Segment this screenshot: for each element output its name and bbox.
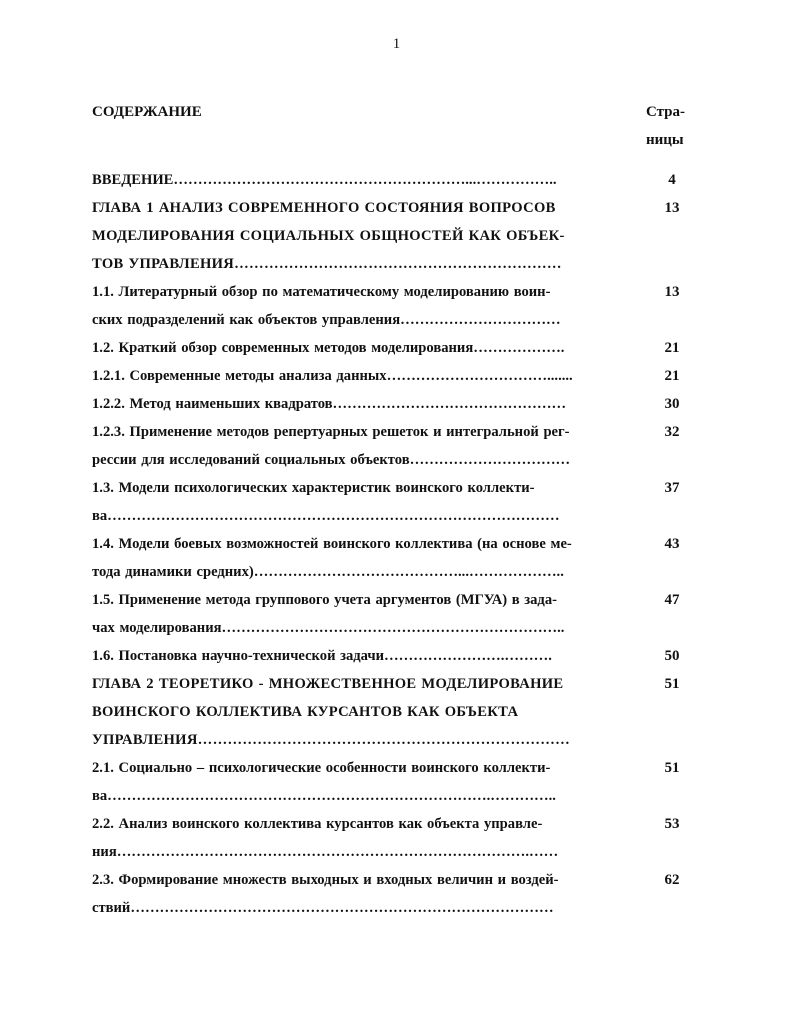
pages-header-line-2: ницы <box>646 132 684 148</box>
toc-entry-page-number: 53 <box>664 816 680 832</box>
toc-entry-line: 1.5. Применение метода группового учета аргументов (МГУА) в зада- <box>92 592 557 608</box>
toc-entry-line: 1.2.2. Метод наименьших квадратов………………………………………… <box>92 396 567 412</box>
toc-entry-page-number: 13 <box>664 284 680 300</box>
toc-entry-line: 1.6. Постановка научно-технической задачи…………………….………. <box>92 648 552 664</box>
toc-entry-line: ва…………………………………………………………………….………….. <box>92 788 556 804</box>
toc-entry-line: 1.2. Краткий обзор современных методов моделирования………………. <box>92 340 565 356</box>
toc-entry <box>92 642 692 670</box>
toc-entry-title <box>92 418 630 474</box>
toc-entry-line: ния………………………………………………………………………….…… <box>92 844 559 860</box>
toc-entry-title <box>92 586 630 642</box>
toc-entry-title <box>92 334 630 362</box>
toc-entry-line: УПРАВЛЕНИЯ………………………………………………………………… <box>92 732 571 748</box>
toc-entry-title <box>92 194 630 278</box>
toc-chapter-entry <box>92 194 692 278</box>
toc-entry-line: 1.1. Литературный обзор по математическому моделированию воин- <box>92 284 551 300</box>
toc-chapter-entry <box>92 670 692 754</box>
toc-entry-title <box>92 278 630 334</box>
toc-entry <box>92 474 692 530</box>
toc-entry-page-number: 47 <box>664 592 680 608</box>
toc-entry-line: тода динамики средних)……………………………………...……………….. <box>92 564 564 580</box>
toc-entry-title <box>92 642 630 670</box>
toc-header <box>92 98 692 154</box>
toc-entry-title <box>92 754 630 810</box>
toc-entry-title <box>92 474 630 530</box>
toc-entry <box>92 334 692 362</box>
toc-entry <box>92 390 692 418</box>
toc-entries <box>92 166 692 922</box>
toc-entry-line: 1.2.1. Современные методы анализа данных……………………………....... <box>92 368 573 384</box>
toc-entry-page-number: 50 <box>664 648 680 664</box>
pages-column-header <box>646 98 692 154</box>
toc-entry-line: ских подразделений как объектов управления…………………………… <box>92 312 561 328</box>
toc-entry <box>92 362 692 390</box>
toc-entry <box>92 754 692 810</box>
pages-header-line-1: Стра- <box>646 104 686 120</box>
toc-entry-title <box>92 810 630 866</box>
toc-entry <box>92 166 692 194</box>
toc-entry <box>92 866 692 922</box>
toc-entry-page-number: 21 <box>664 368 680 384</box>
toc-entry-line: ВОИНСКОГО КОЛЛЕКТИВА КУРСАНТОВ КАК ОБЪЕКТА <box>92 704 519 720</box>
toc-entry-page-number: 13 <box>664 200 680 216</box>
toc-entry-line: 2.2. Анализ воинского коллектива курсантов как объекта управле- <box>92 816 543 832</box>
toc-entry-page-number: 51 <box>664 760 680 776</box>
page-number: 1 <box>392 36 401 52</box>
toc-entry-title <box>92 670 630 754</box>
toc-entry-line: ГЛАВА 1 АНАЛИЗ СОВРЕМЕННОГО СОСТОЯНИЯ ВОПРОСОВ <box>92 200 556 216</box>
toc-entry <box>92 586 692 642</box>
toc-entry-line: ТОВ УПРАВЛЕНИЯ………………………………………………………… <box>92 256 562 272</box>
toc-entry-line: ва………………………………………………………………………………… <box>92 508 560 524</box>
toc-entry-line: ГЛАВА 2 ТЕОРЕТИКО - МНОЖЕСТВЕННОЕ МОДЕЛИРОВАНИЕ <box>92 676 564 692</box>
toc-entry-line: ствий…………………………………………………………………………… <box>92 900 554 916</box>
toc-entry-line: 1.4. Модели боевых возможностей воинского коллектива (на основе ме- <box>92 536 572 552</box>
toc-entry-page-number: 32 <box>664 424 680 440</box>
toc-entry-page-number: 43 <box>664 536 680 552</box>
toc-entry-line: 2.1. Социально – психологические особенности воинского коллекти- <box>92 760 551 776</box>
toc-entry-page-number: 30 <box>664 396 680 412</box>
toc-entry-line: рессии для исследований социальных объектов…………………………… <box>92 452 571 468</box>
toc-entry-title <box>92 390 630 418</box>
toc-entry-page-number: 4 <box>668 172 676 188</box>
toc-entry <box>92 530 692 586</box>
toc-entry <box>92 810 692 866</box>
toc-entry-line: МОДЕЛИРОВАНИЯ СОЦИАЛЬНЫХ ОБЩНОСТЕЙ КАК ОБЪЕК- <box>92 228 565 244</box>
toc-entry-title <box>92 866 630 922</box>
toc-entry-title <box>92 530 630 586</box>
toc-entry-page-number: 37 <box>664 480 680 496</box>
toc-entry-title <box>92 166 630 194</box>
toc-entry <box>92 278 692 334</box>
toc-entry-page-number: 51 <box>664 676 680 692</box>
toc-entry-line: ВВЕДЕНИЕ……………………………………………………...…………….. <box>92 172 557 188</box>
toc-entry-line: чах моделирования…………………………………………………………….. <box>92 620 565 636</box>
table-of-contents <box>92 98 692 922</box>
toc-title: СОДЕРЖАНИЕ <box>92 104 202 120</box>
toc-entry-line: 1.3. Модели психологических характеристик воинского коллекти- <box>92 480 535 496</box>
toc-entry-line: 1.2.3. Применение методов репертуарных решеток и интегральной рег- <box>92 424 570 440</box>
toc-entry-title <box>92 362 630 390</box>
toc-entry-page-number: 21 <box>664 340 680 356</box>
toc-entry-line: 2.3. Формирование множеств выходных и входных величин и воздей- <box>92 872 559 888</box>
toc-entry-page-number: 62 <box>664 872 680 888</box>
toc-entry <box>92 418 692 474</box>
